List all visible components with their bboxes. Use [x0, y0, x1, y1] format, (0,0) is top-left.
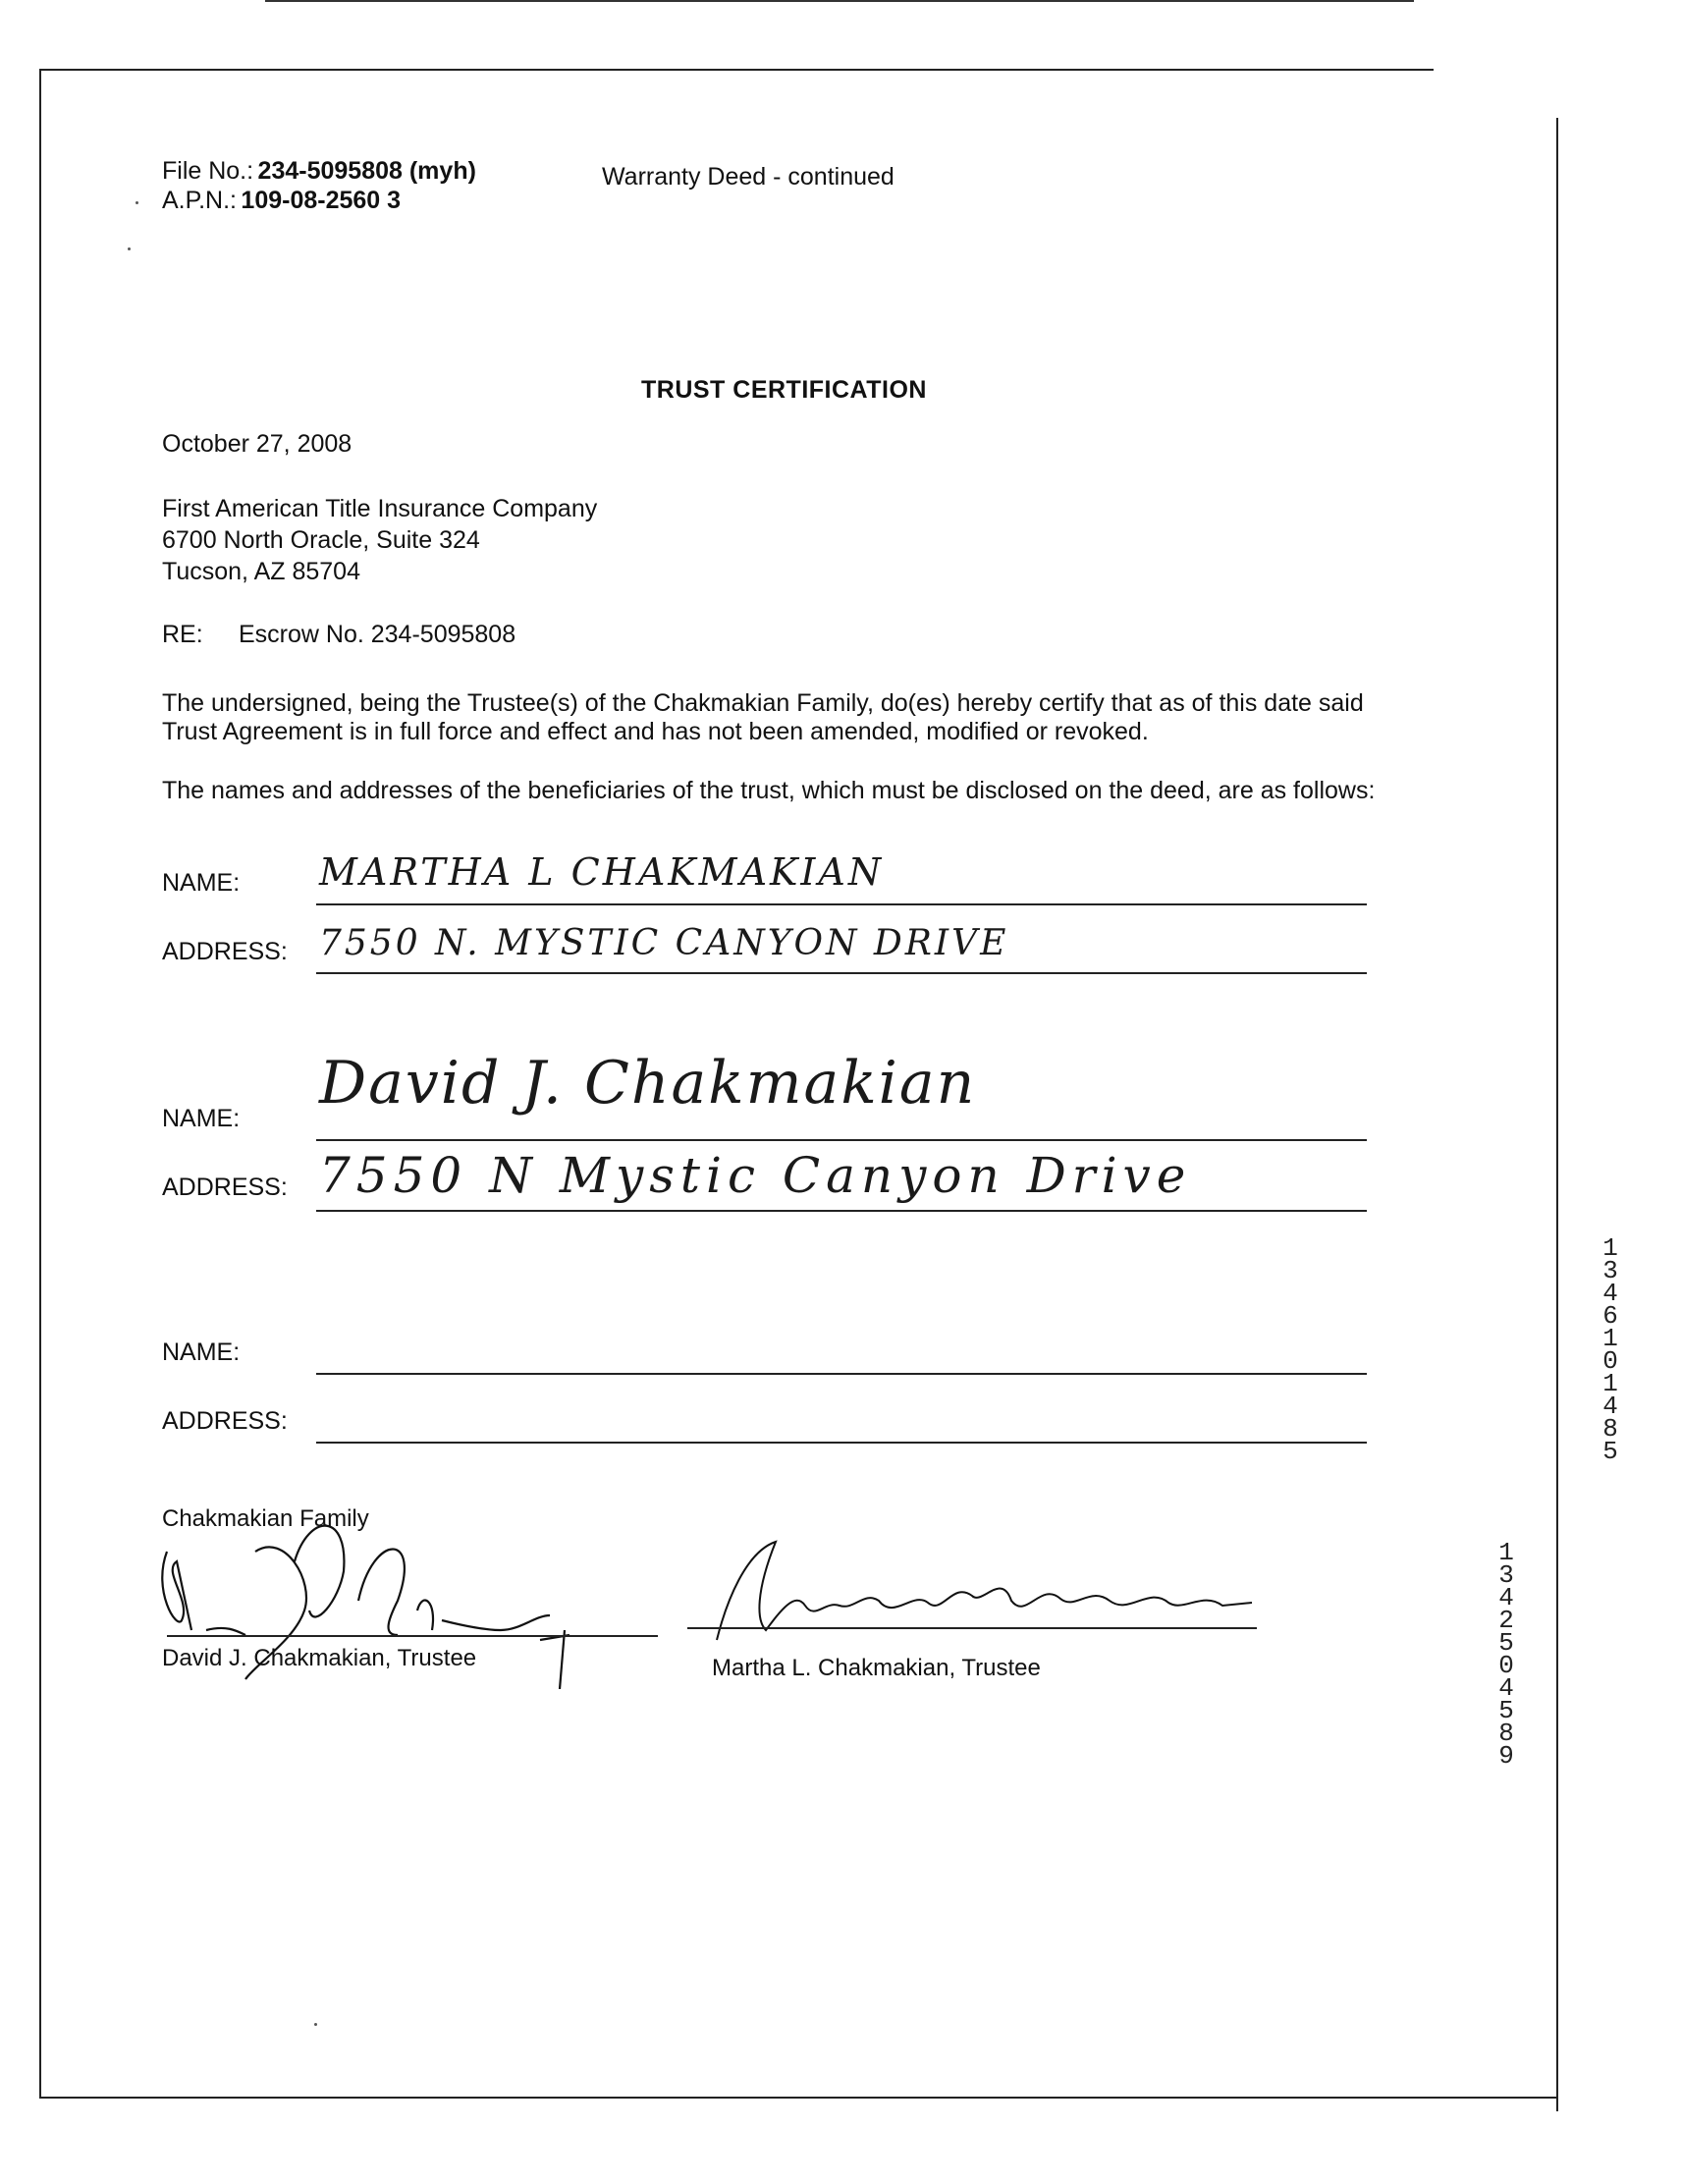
page-title: TRUST CERTIFICATION	[641, 376, 927, 404]
beneficiary-1-address-label: ADDRESS:	[162, 938, 288, 965]
certification-text-line1: The undersigned, being the Trustee(s) of the Chakmakian Family, do(es) hereby certify that as of this date said	[162, 689, 1364, 717]
beneficiary-1-name-handwritten: MARTHA L CHAKMAKIAN	[319, 850, 885, 894]
file-number-value: 234-5095808 (myh)	[257, 157, 476, 185]
page-border-bottom	[39, 2097, 1558, 2099]
signer-1-caption: David J. Chakmakian, Trustee	[162, 1645, 477, 1671]
scan-speck	[136, 201, 138, 204]
document-type: Warranty Deed - continued	[602, 163, 895, 191]
page-border-right	[1556, 118, 1558, 2111]
signer-2-caption: Martha L. Chakmakian, Trustee	[712, 1655, 1041, 1681]
beneficiary-2-name-label: NAME:	[162, 1105, 241, 1132]
beneficiary-2-address-handwritten: 7550 N Mystic Canyon Drive	[319, 1147, 1192, 1204]
addressee-company: First American Title Insurance Company	[162, 495, 598, 522]
apn-value: 109-08-2560 3	[241, 187, 402, 214]
beneficiary-1-address-line	[316, 972, 1367, 974]
beneficiary-3-address-line	[316, 1442, 1367, 1444]
trust-name: Chakmakian Family	[162, 1505, 369, 1532]
certification-text-line2: Trust Agreement is in full force and effect and has not been amended, modified or revoked.	[162, 718, 1149, 745]
re-label: RE:	[162, 621, 203, 648]
recording-number-2: 13425 04589	[1498, 1538, 1514, 1771]
apn-label: A.P.N.:	[162, 187, 237, 214]
beneficiary-2-name-line	[316, 1139, 1367, 1141]
scan-speck	[314, 2023, 317, 2026]
page-border-top	[39, 69, 1434, 71]
beneficiary-3-name-label: NAME:	[162, 1338, 241, 1366]
beneficiary-2-address-line	[316, 1210, 1367, 1212]
beneficiary-3-address-label: ADDRESS:	[162, 1407, 288, 1435]
file-number-label: File No.:	[162, 157, 254, 185]
apn-row	[162, 187, 401, 215]
martha-signature	[687, 1532, 1257, 1650]
beneficiary-2-address-label: ADDRESS:	[162, 1174, 288, 1201]
addressee-city: Tucson, AZ 85704	[162, 558, 360, 585]
beneficiary-1-address-handwritten: 7550 N. MYSTIC CANYON DRIVE	[319, 923, 1009, 963]
beneficiary-1-name-line	[316, 903, 1367, 905]
scan-speck	[128, 247, 131, 250]
addressee-street: 6700 North Oracle, Suite 324	[162, 526, 480, 554]
beneficiary-2-name-handwritten: David J. Chakmakian	[319, 1049, 977, 1118]
document-date: October 27, 2008	[162, 430, 352, 458]
recording-number-1: 13461 01485	[1602, 1233, 1618, 1466]
file-number-row	[162, 157, 476, 186]
page-border-left	[39, 69, 41, 2097]
beneficiary-3-name-line	[316, 1373, 1367, 1375]
beneficiaries-intro: The names and addresses of the beneficiaries of the trust, which must be disclosed on the deed, are as follows:	[162, 777, 1376, 804]
beneficiary-1-name-label: NAME:	[162, 869, 241, 897]
re-escrow-number: Escrow No. 234-5095808	[239, 621, 516, 648]
scan-edge-line	[265, 0, 1414, 2]
